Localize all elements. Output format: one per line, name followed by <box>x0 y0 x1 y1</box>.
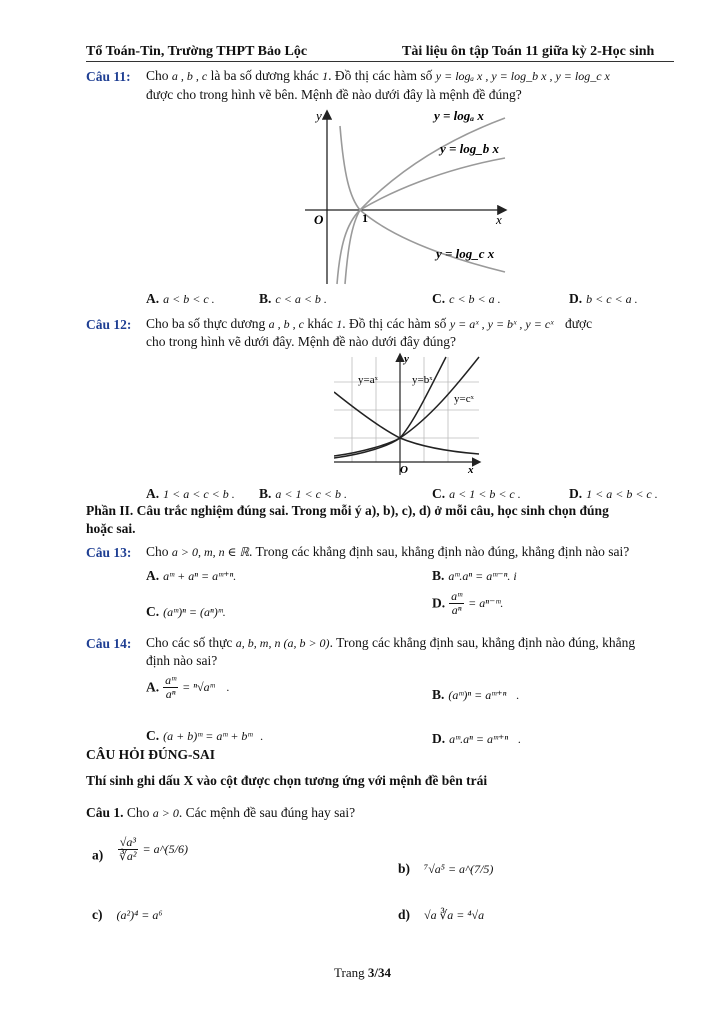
part2-heading-line2: hoặc sai. <box>86 521 136 536</box>
q13-option-a[interactable]: A. aᵐ + aⁿ = aᵐ⁺ⁿ. <box>146 568 237 583</box>
q11-block <box>86 68 131 86</box>
q13-label: Câu 13: <box>86 545 132 560</box>
q11-text-a: Cho <box>146 68 169 83</box>
c1-a-fraction: $\frac{\text{√a³}}{\text{∛a²}}$ <box>119 835 137 864</box>
q12-option-c[interactable]: C. a < 1 < b < c . <box>432 486 521 501</box>
part2-heading-line1: Phần II. Câu trắc nghiệm đúng sai. Trong mỗi ý a), b), c), d) ở mỗi câu, học sinh chọn đúng <box>86 503 609 518</box>
section-instruction: Thí sinh ghi dấu X vào cột được chọn tương ứng với mệnh đề bên trái <box>86 773 488 788</box>
q11-one-label: 1 <box>362 211 368 225</box>
header-left: Tổ Toán-Tin, Trường THPT Bảo Lộc <box>86 44 308 59</box>
q14-option-c[interactable]: C. (a + b)ᵐ = aᵐ + bᵐ . <box>146 728 264 743</box>
q14-option-d[interactable]: D. aᵐ.aⁿ = aᵐ⁺ⁿ . <box>432 731 522 746</box>
c1-item-a[interactable]: a) $\frac{\text{√a³}}{\text{∛a²}}$ = a^(5/6) <box>92 835 188 864</box>
q12-curve-b <box>334 357 446 456</box>
q12-vars: a , b , c <box>268 317 304 331</box>
q11-text-c: . Đồ thị các hàm số <box>328 68 433 83</box>
q13-condition: a > 0, m, n ∈ ℝ <box>171 545 250 559</box>
q11-option-d[interactable]: D. b < c < a . <box>569 291 638 306</box>
q13-block <box>86 544 131 562</box>
q12-funcs: y = aˣ , y = bˣ , y = cˣ <box>449 317 554 331</box>
q14-label: Câu 14: <box>86 636 132 651</box>
page-footer: Trang 3/34 <box>334 965 391 980</box>
header-right: Tài liệu ôn tập Toán 11 giữa kỳ 2-Học sinh <box>402 44 655 59</box>
q12-exp-graph <box>334 352 484 477</box>
q12-origin-label: O <box>400 464 408 476</box>
q11-label-c: y = log_c x <box>436 246 495 261</box>
q14-option-a[interactable]: A. $\frac{\text{aᵐ}}{\text{aⁿ}}$ = ⁿ√aᵐ . <box>146 673 230 702</box>
c1-line1: Câu 1. Cho a > 0. Các mệnh đề sau đúng hay sai? <box>86 805 356 820</box>
q14-block <box>86 635 131 653</box>
q12-text-c: . Đồ thị các hàm số <box>342 316 447 331</box>
q12-line2: cho trong hình vẽ dưới đây. Mệnh đề nào dưới đây đúng? <box>146 334 456 349</box>
q14-line1: Cho các số thực a, b, m, n (a, b > 0). Trong các khẳng định sau, khẳng định nào đúng, khẳng <box>146 635 636 650</box>
q13-option-c[interactable]: C. (aᵐ)ⁿ = (aⁿ)ᵐ. <box>146 604 226 619</box>
q11-one: 1 <box>322 69 329 83</box>
q12-axis-x-label: x <box>468 464 474 476</box>
c1-item-d[interactable]: d) √a ∛a = ⁴√a <box>398 907 485 922</box>
c1-item-c[interactable]: c) (a²)⁴ = a⁶ <box>92 907 163 922</box>
q11-axis-y-label: y <box>316 108 322 123</box>
q12-option-b[interactable]: B. a < 1 < c < b . <box>259 486 348 501</box>
q11-line1 <box>146 68 610 84</box>
q12-label: Câu 12: <box>86 317 132 332</box>
q11-text-b: là ba số dương khác <box>210 68 319 83</box>
q11-vars: a , b , c <box>171 69 208 83</box>
q13-option-d[interactable]: D. $\frac{\text{aᵐ}}{\text{aⁿ}}$ = aⁿ⁻ᵐ. <box>432 589 504 618</box>
q14-condition: a, b, m, n (a, b > 0) <box>235 636 330 650</box>
q12-option-d[interactable]: D. 1 < a < b < c . <box>569 486 658 501</box>
q13-d-fraction: $\frac{\text{aᵐ}}{\text{aⁿ}}$ <box>451 589 463 618</box>
section-title: CÂU HỎI ĐÚNG-SAI <box>86 747 216 762</box>
q12-text-a: Cho ba số thực dương <box>146 316 266 331</box>
q12-one: 1 <box>336 317 343 331</box>
q14-a-fraction: $\frac{\text{aᵐ}}{\text{aⁿ}}$ <box>165 673 177 702</box>
c1-label: Câu 1. <box>86 805 124 820</box>
q12-text-d: được <box>564 316 593 331</box>
q11-option-c[interactable]: C. c < b < a . <box>432 291 501 306</box>
q11-label-a: y = logₐ x <box>434 108 484 123</box>
q11-log-graph <box>300 106 515 286</box>
q11-label-b: y = log_b x <box>440 141 500 156</box>
q12-option-a[interactable]: A. 1 < a < c < b . <box>146 486 235 501</box>
q12-curve-c <box>334 357 479 458</box>
page-number: 3/34 <box>367 965 391 980</box>
q12-axis-y-label: y <box>404 353 409 365</box>
q11-label: Câu 11: <box>86 69 131 84</box>
q11-line2: được cho trong hình vẽ bên. Mệnh đề nào dưới đây là mệnh đề đúng? <box>146 87 522 102</box>
q12-label-b: y=bˣ <box>412 374 433 386</box>
q12-text-b: khác <box>307 316 333 331</box>
q11-axis-x-label: x <box>496 212 502 227</box>
q13-option-b[interactable]: B. aᵐ.aⁿ = aᵐ⁻ⁿ. i <box>432 568 517 583</box>
q13-line1: Cho a > 0, m, n ∈ ℝ. Trong các khẳng định sau, khẳng định nào đúng, khẳng định nào sai? <box>146 544 630 559</box>
q14-option-b[interactable]: B. (aᵐ)ⁿ = aᵐ⁺ⁿ . <box>432 687 520 702</box>
q12-label-a: y=aˣ <box>358 374 378 386</box>
c1-item-b[interactable]: b) ⁷√a⁵ = a^(7/5) <box>398 861 494 876</box>
q11-funcs: y = logₐ x , y = log_b x , y = log_c x <box>435 69 610 83</box>
q11-origin-label: O <box>314 212 324 227</box>
q12-line1 <box>146 316 592 332</box>
c1-condition: a > 0 <box>152 806 179 820</box>
q14-line2: định nào sai? <box>146 653 218 668</box>
header-rule <box>86 61 674 62</box>
q11-option-a[interactable]: A. a < b < c . <box>146 291 215 306</box>
q12-label-c: y=cˣ <box>454 393 474 405</box>
q12-block <box>86 316 131 334</box>
q11-option-b[interactable]: B. c < a < b . <box>259 291 327 306</box>
